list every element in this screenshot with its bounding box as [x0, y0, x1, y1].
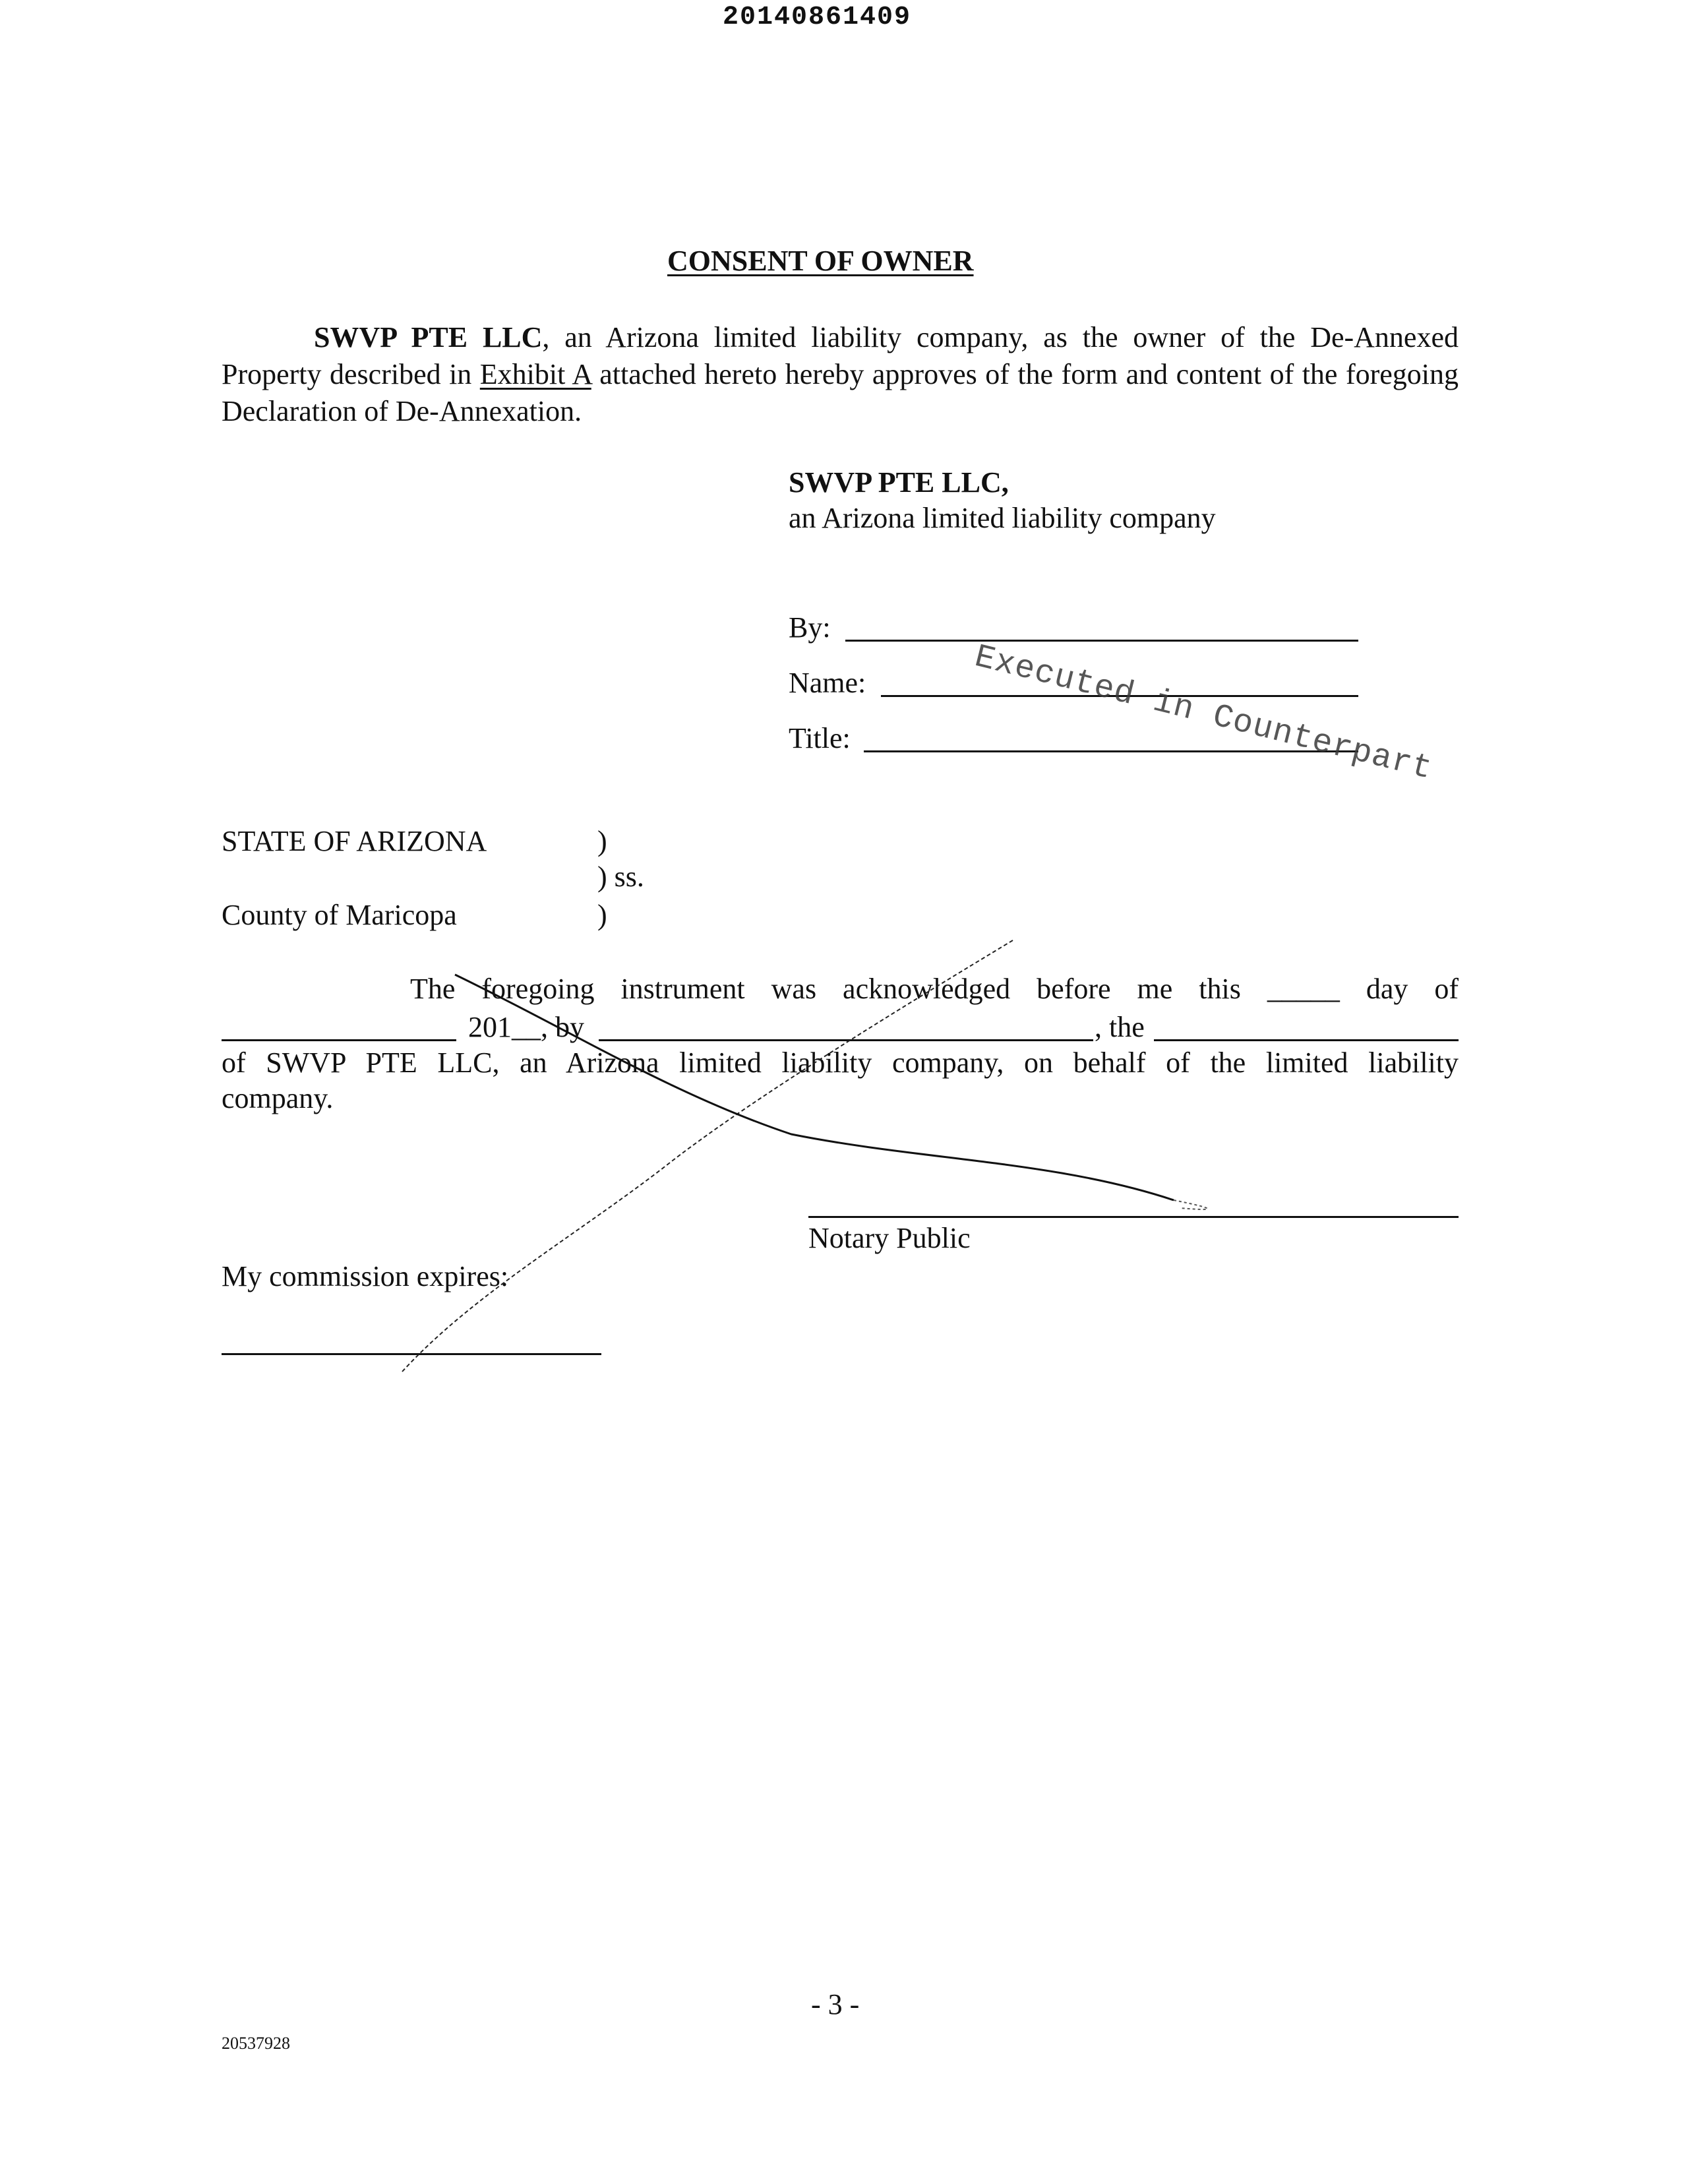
venue-county: County of Maricopa [222, 899, 457, 931]
ack-line-3: of SWVP PTE LLC, an Arizona limited liability company, on behalf of the limited liability [222, 1046, 1459, 1079]
ack-year-by: 201__, by [468, 1011, 584, 1043]
venue-state: STATE OF ARIZONA [222, 825, 487, 857]
venue-paren-1: ) [597, 825, 607, 857]
diagonal-strike-line [402, 940, 1013, 1372]
by-label: By: [789, 611, 831, 644]
exhibit-a-reference: Exhibit A [479, 358, 591, 390]
venue-paren-3: ) [597, 899, 607, 931]
executed-in-counterpart-stamp: Executed in Counterpart [971, 638, 1436, 789]
signature-company-desc: an Arizona limited liability company [789, 502, 1216, 534]
document-id: 20537928 [222, 2034, 290, 2053]
curved-strike-line [455, 975, 1174, 1200]
strike-tail [1174, 1200, 1207, 1209]
page-number: - 3 - [811, 1988, 860, 2020]
recording-number: 20140861409 [723, 3, 912, 32]
owner-name: SWVP PTE LLC [314, 321, 543, 353]
venue-ss: ) ss. [597, 861, 644, 893]
name-label: Name: [789, 667, 866, 699]
ack-line-1: The foregoing instrument was acknowledged before me this _____ day of [410, 973, 1459, 1005]
title-label: Title: [789, 722, 851, 754]
page-title: CONSENT OF OWNER [667, 245, 974, 277]
notary-public-label: Notary Public [808, 1222, 971, 1254]
commission-label: My commission expires: [222, 1260, 509, 1292]
consent-text-b: attached hereto hereby approves of the form and content of the foregoing Declaration of De-Annexation. [222, 358, 1459, 427]
ack-line-4: company. [222, 1082, 334, 1114]
signature-company: SWVP PTE LLC, [789, 466, 1009, 499]
consent-text-a: , an Arizona limited liability company, as the owner of the De-Annexed Property described in [222, 321, 1459, 390]
ack-the: , the [1095, 1011, 1145, 1043]
